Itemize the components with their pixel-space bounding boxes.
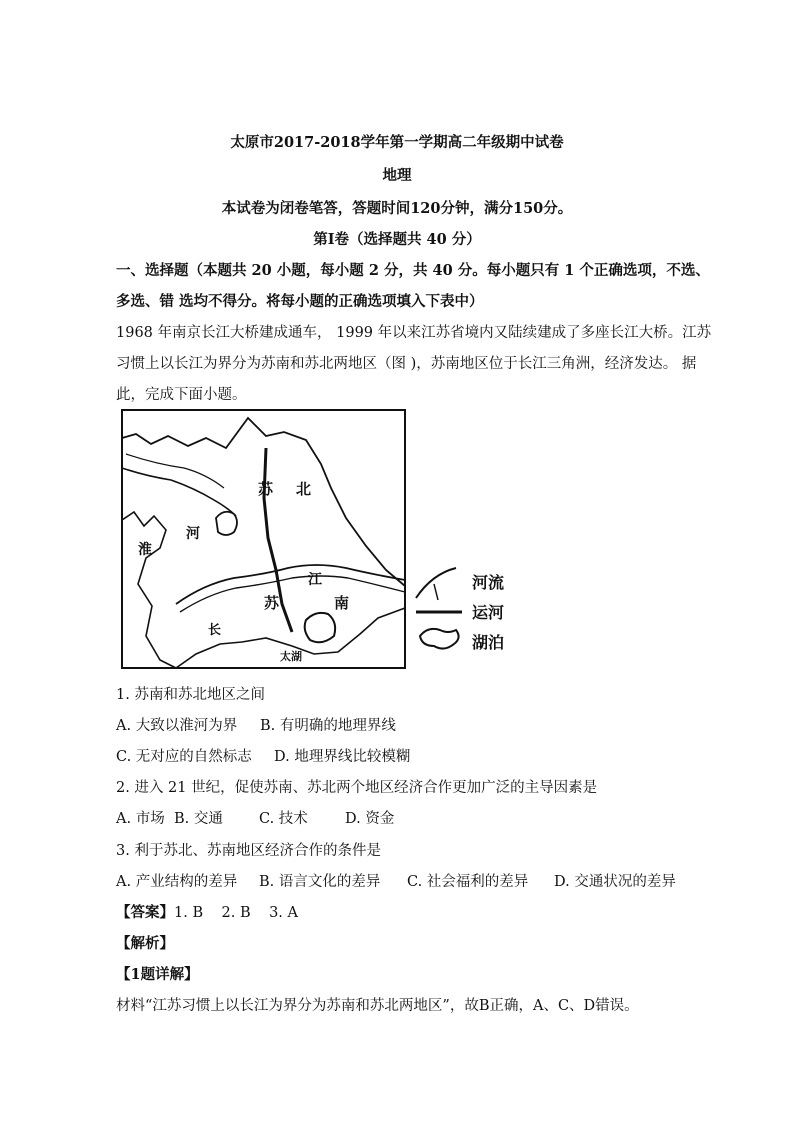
map-label-nan: 南 — [334, 594, 350, 612]
question-3-option-b: B. 语言文化的差异 — [259, 874, 381, 890]
question-1-option-b: B. 有明确的地理界线 — [260, 718, 396, 734]
legend-canal-label: 运河 — [472, 603, 505, 622]
question-1-option-d: D. 地理界线比较模糊 — [274, 749, 411, 765]
map-label-bei: 北 — [296, 480, 312, 498]
river-branch — [126, 454, 224, 488]
map-label-chang: 长 — [208, 623, 222, 638]
section-heading-line1: 一、选择题（本题共 20 小题，每小题 2 分，共 40 分。每小题只有 1 个正确选项，不选、 — [116, 262, 710, 279]
question-3-option-c: C. 社会福利的差异 — [407, 874, 529, 890]
legend-lake-label: 湖泊 — [472, 633, 505, 652]
question-2-options — [116, 809, 394, 829]
province-boundary-west — [122, 512, 176, 668]
question-2-option-a: A. 市场 — [116, 811, 165, 827]
question-1-option-a: A. 大致以淮河为界 — [116, 718, 238, 734]
question-1-options-row1 — [116, 716, 396, 736]
exam-title: 太原市2017-2018学年第一学期高二年级期中试卷 — [230, 134, 564, 151]
legend-river-label: 河流 — [472, 573, 505, 592]
question-3-option-a: A. 产业结构的差异 — [116, 874, 238, 890]
subject-title: 地理 — [382, 167, 412, 184]
map-frame — [122, 410, 405, 668]
detail-text: 材料“江苏习惯上以长江为界分为苏南和苏北两地区”，故B正确，A、C、D错误。 — [116, 998, 639, 1014]
huai-river — [122, 468, 236, 516]
yangtze-river-bank — [180, 576, 405, 612]
question-2-option-c: C. 技术 — [259, 811, 308, 827]
answer-label: 【答案】 — [116, 904, 174, 921]
question-3-option-d: D. 交通状况的差异 — [554, 874, 676, 890]
map-label-huai: 淮 — [138, 542, 152, 558]
question-1-options-row2 — [116, 747, 410, 767]
map-label-jiang: 江 — [308, 572, 322, 588]
map-label-su: 苏 — [258, 480, 274, 498]
analysis-label: 【解析】 — [116, 935, 174, 952]
question-2-option-b: B. 交通 — [174, 811, 223, 827]
question-3-stem: 3. 利于苏北、苏南地区经济合作的条件是 — [116, 843, 381, 859]
question-3-options — [116, 872, 676, 892]
map-label-he: 河 — [186, 526, 200, 542]
question-1-stem: 1. 苏南和苏北地区之间 — [116, 687, 265, 703]
answer-values: 1. B 2. B 3. A — [174, 905, 298, 921]
answer-line — [116, 903, 298, 923]
legend-river-branch-icon — [434, 584, 438, 600]
map-label-su-south: 苏 — [264, 594, 280, 612]
hongze-lake — [216, 512, 237, 535]
exam-instructions: 本试卷为闭卷笔答，答题时间120分钟，满分150分。 — [221, 200, 573, 217]
passage-line1: 1968 年南京长江大桥建成通车， 1999 年以来江苏省境内又陆续建成了多座长江大桥。江苏 — [116, 325, 712, 341]
passage-line3: 此，完成下面小题。 — [116, 387, 247, 403]
detail-label: 【1题详解】 — [116, 966, 199, 983]
question-2-option-d: D. 资金 — [345, 811, 395, 827]
jiangsu-map-figure — [116, 408, 516, 670]
yangtze-river — [176, 565, 405, 604]
map-label-taihu: 太湖 — [280, 650, 302, 663]
passage-line2: 习惯上以长江为界分为苏南和苏北两地区（图 )，苏南地区位于长江三角洲，经济发达。 据 — [116, 356, 697, 372]
question-1-option-c: C. 无对应的自然标志 — [116, 749, 252, 765]
legend-lake-icon — [420, 629, 459, 649]
tai-lake — [305, 613, 335, 642]
section-heading-line2: 多选、错 选均不得分。将每小题的正确选项填入下表中） — [116, 293, 484, 310]
part-title: 第Ⅰ卷（选择题共 40 分） — [313, 231, 481, 248]
question-2-stem: 2. 进入 21 世纪，促使苏南、苏北两个地区经济合作更加广泛的主导因素是 — [116, 780, 598, 796]
